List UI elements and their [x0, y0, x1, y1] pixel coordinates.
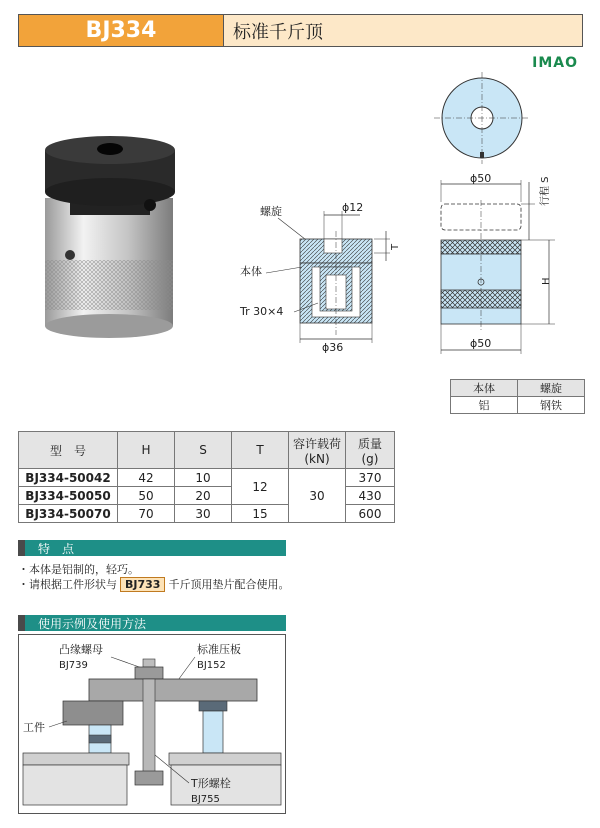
t-cell: 15 — [232, 505, 289, 523]
work-label: 工件 — [23, 721, 45, 734]
feature-line-2 — [18, 576, 289, 592]
material-header-screw: 螺旋 — [518, 380, 585, 397]
thread-diameter-label: ϕ12 — [342, 201, 364, 214]
usage-diagram — [19, 635, 285, 813]
body-diameter-label: ϕ36 — [322, 341, 344, 354]
col-model: 型 号 — [19, 432, 118, 469]
mass-cell: 430 — [346, 487, 395, 505]
thread-label: Tr 30×4 — [240, 305, 284, 318]
screw-label: 螺旋 — [260, 205, 282, 218]
h-cell: 70 — [118, 505, 175, 523]
nut-label: 凸缘螺母 — [59, 643, 103, 656]
feature-line-2-pre: ・请根据工件形状与 — [18, 578, 117, 591]
col-mass: 质量 (g) — [346, 432, 395, 469]
bj733-link[interactable]: BJ733 — [120, 577, 165, 592]
col-h: H — [118, 432, 175, 469]
bolt-label: T形螺栓 — [191, 777, 231, 790]
product-header — [18, 14, 583, 47]
features-heading — [18, 540, 286, 556]
top-diameter-label: ϕ50 — [470, 172, 492, 185]
spec-table — [18, 431, 395, 523]
s-cell: 30 — [175, 505, 232, 523]
product-photo — [30, 130, 200, 340]
material-screw: 钢铁 — [518, 397, 585, 414]
material-table — [450, 379, 585, 414]
usage-heading — [18, 615, 286, 631]
height-label: H — [541, 277, 552, 285]
model-cell: BJ334-50070 — [19, 505, 118, 523]
h-cell: 50 — [118, 487, 175, 505]
h-cell: 42 — [118, 469, 175, 487]
clamp-label: 标准压板 — [197, 643, 241, 656]
s-cell: 10 — [175, 469, 232, 487]
mass-cell: 370 — [346, 469, 395, 487]
feature-line-2-post: 千斤顶用垫片配合使用。 — [168, 578, 290, 591]
material-body: 铝 — [451, 397, 518, 414]
product-title: 标准千斤顶 — [224, 15, 582, 46]
clamp-code: BJ152 — [197, 660, 226, 671]
col-s: S — [175, 432, 232, 469]
mass-cell: 600 — [346, 505, 395, 523]
bottom-diameter-label: ϕ50 — [470, 337, 492, 350]
feature-line-1: ・本体是铝制的，轻巧。 — [18, 563, 139, 576]
table-row — [19, 469, 395, 487]
top-view-drawing — [432, 70, 532, 165]
material-header-body: 本体 — [451, 380, 518, 397]
brand-logo: IMAO — [532, 55, 578, 71]
col-t: T — [232, 432, 289, 469]
features-title: 特 点 — [38, 541, 75, 556]
side-view-drawing — [425, 160, 565, 360]
usage-title: 使用示例及使用方法 — [38, 616, 147, 631]
model-cell: BJ334-50050 — [19, 487, 118, 505]
t-cell: 12 — [232, 469, 289, 505]
stroke-label: 行程 S — [540, 176, 551, 206]
bolt-code: BJ755 — [191, 794, 220, 805]
body-label: 本体 — [240, 265, 262, 278]
section-view-drawing — [238, 195, 413, 355]
col-load: 容许载荷 (kN) — [289, 432, 346, 469]
t-label: T — [390, 243, 401, 250]
nut-code: BJ739 — [59, 660, 88, 671]
model-cell: BJ334-50042 — [19, 469, 118, 487]
s-cell: 20 — [175, 487, 232, 505]
load-cell: 30 — [289, 469, 346, 523]
product-code: BJ334 — [19, 15, 224, 46]
